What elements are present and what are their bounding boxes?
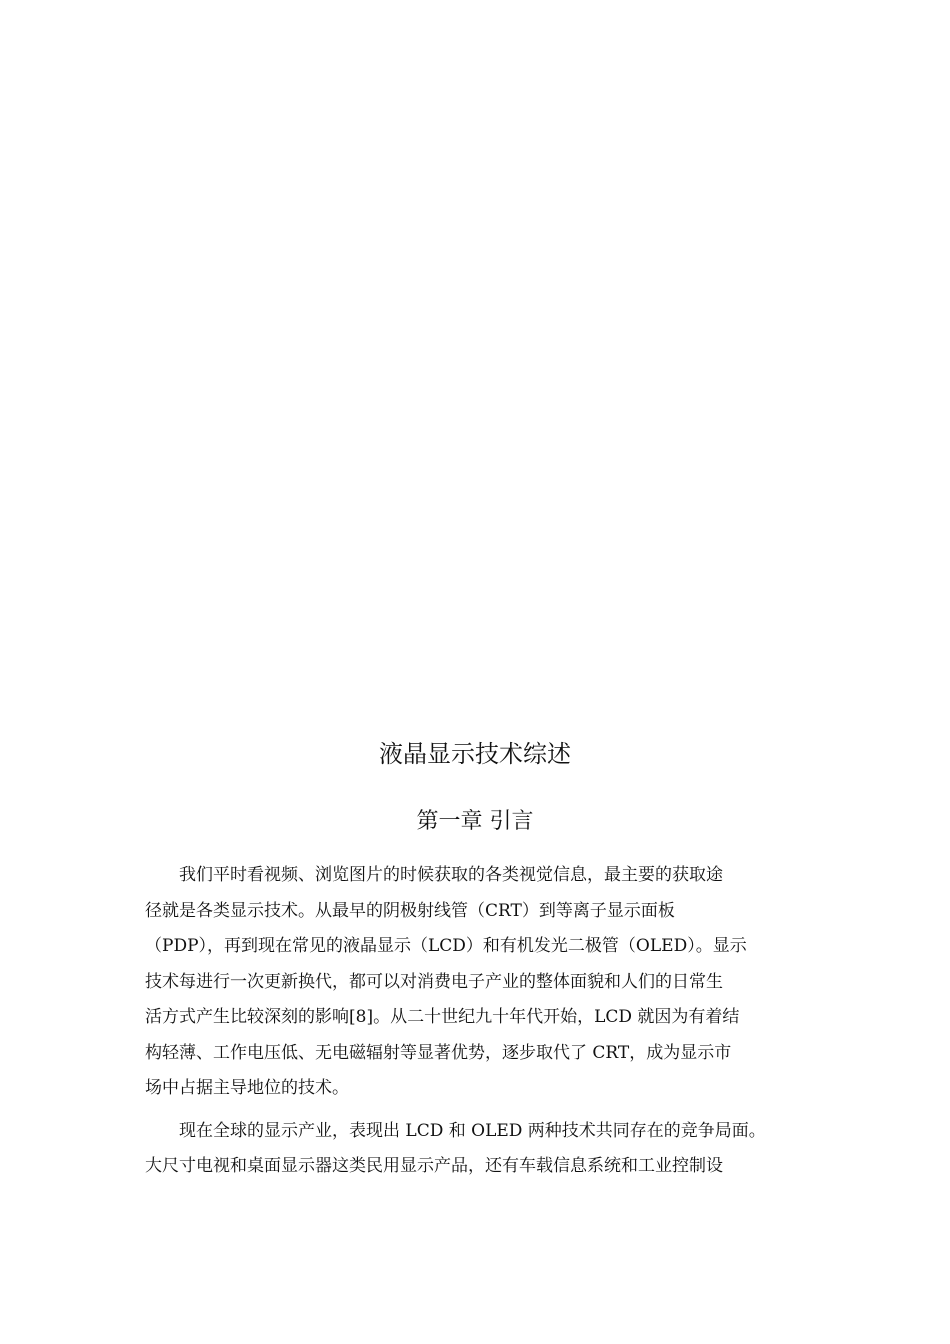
text-line: 场中占据主导地位的技术。 xyxy=(145,1078,349,1098)
text-line: 径就是各类显示技术。从最早的阴极射线管（CRT）到等离子显示面板 xyxy=(145,900,675,921)
paragraph-2 xyxy=(145,1114,805,1185)
body-text xyxy=(145,858,805,1185)
paragraph-gap xyxy=(145,1107,805,1114)
text-line: （PDP），再到现在常见的液晶显示（LCD）和有机发光二极管（OLED）。显示 xyxy=(145,936,747,956)
text-line: 我们平时看视频、浏览图片的时候获取的各类视觉信息，最主要的获取途 xyxy=(145,865,723,885)
chapter-heading: 第一章 引言 xyxy=(416,809,534,834)
text-line: 技术每进行一次更新换代，都可以对消费电子产业的整体面貌和人们的日常生 xyxy=(145,971,723,992)
text-line: 大尺寸电视和桌面显示器这类民用显示产品，还有车载信息系统和工业控制设 xyxy=(145,1156,723,1176)
document-title: 液晶显示技术综述 xyxy=(379,740,571,768)
paragraph-1 xyxy=(145,858,805,1107)
text-line: 活方式产生比较深刻的影响[8]。从二十世纪九十年代开始，LCD 就因为有着结 xyxy=(145,1007,740,1027)
text-line: 现在全球的显示产业，表现出 LCD 和 OLED 两种技术共同存在的竞争局面。 xyxy=(145,1120,766,1141)
text-line: 构轻薄、工作电压低、无电磁辐射等显著优势，逐步取代了 CRT，成为显示市 xyxy=(145,1042,732,1063)
